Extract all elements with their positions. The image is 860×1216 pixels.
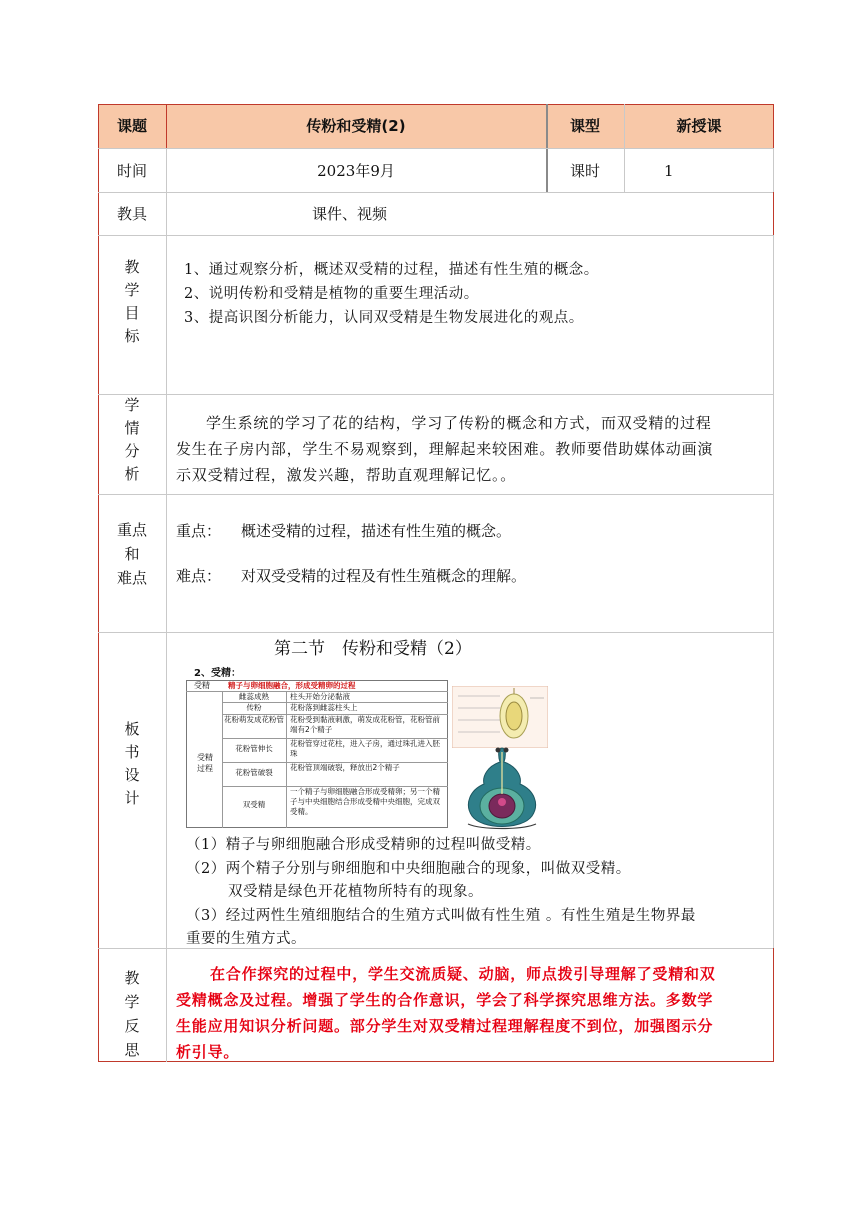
- tools-value: 课件、视频: [312, 205, 388, 223]
- analysis-line: 示双受精过程，激发兴趣，帮助直观理解记忆。。: [176, 466, 517, 484]
- objectives-label: [98, 256, 166, 348]
- figure-desc: 花粉管顶端破裂，释放出2个精子: [290, 763, 400, 772]
- board-figure: [186, 664, 550, 830]
- table-border-right: [773, 104, 774, 148]
- figure-group-label: [190, 752, 220, 774]
- figure-stage: 双受精: [242, 800, 266, 809]
- key-point-label: 重点：: [176, 522, 222, 540]
- row-separator: [98, 235, 774, 236]
- board-note: （3）经过两性生殖细胞结合的生殖方式叫做有性生殖 。有性生殖是生物界最: [186, 907, 696, 924]
- figure-stage: 花粉管破裂: [235, 768, 273, 777]
- header-divider: [624, 104, 625, 148]
- board-label-char: 板: [124, 720, 140, 738]
- keypoints-label-line: 和: [124, 545, 140, 563]
- time-row-divider: [624, 148, 625, 192]
- table-border-bottom: [98, 1061, 774, 1062]
- row-separator: [98, 192, 774, 193]
- keypoints-label: [98, 518, 166, 590]
- reflection-line: 在合作探究的过程中，学生交流质疑、动脑，师点拨引导理解了受精和双: [210, 965, 716, 983]
- objectives-label-char: 标: [124, 327, 140, 345]
- reflection-text: [176, 961, 772, 1065]
- analysis-label: [98, 394, 166, 486]
- objectives-label-char: 教: [124, 258, 140, 276]
- reflection-row-right-border: [773, 948, 774, 1062]
- figure-heading: 2、受精：: [194, 668, 241, 679]
- reflection-line: 生能应用知识分析问题。部分学生对双受精过程理解程度不到位，加强图示分: [176, 1017, 714, 1035]
- figure-stage: 传粉: [246, 703, 262, 712]
- board-notes: [186, 834, 772, 952]
- analysis-label-char: 析: [124, 465, 140, 483]
- row-separator: [98, 394, 774, 395]
- label-column-divider: [166, 148, 167, 1062]
- double-fertilization-image: [462, 746, 542, 832]
- row-separator: [98, 148, 774, 149]
- reflection-line: 析引导。: [176, 1043, 240, 1061]
- hard-point-value: 对双受受精的过程及有性生殖概念的理解。: [241, 567, 527, 585]
- board-note: （1）精子与卵细胞融合形成受精卵的过程叫做受精。: [186, 837, 541, 853]
- flower-structure-image: [452, 686, 548, 748]
- type-value: 新授课: [676, 117, 722, 135]
- header-divider: [166, 104, 167, 148]
- hard-point: [176, 565, 766, 587]
- topic-value: 传粉和受精(2): [306, 117, 406, 135]
- analysis-line: 学生系统的学习了花的结构，学习了传粉的概念和方式，而双受精的过程: [206, 414, 712, 432]
- board-label-char: 设: [124, 766, 140, 784]
- figure-top-left: 受精: [194, 681, 210, 690]
- tools-row-right-border: [773, 192, 774, 235]
- reflection-label: [98, 966, 166, 1062]
- topic-label: 课题: [116, 117, 147, 135]
- hours-value: 1: [664, 162, 674, 180]
- board-title: 第二节 传粉和受精（2）: [274, 639, 472, 659]
- reflection-label-char: 思: [124, 1041, 140, 1059]
- reflection-label-char: 学: [124, 993, 140, 1011]
- row-separator: [98, 632, 774, 633]
- row-separator: [98, 948, 774, 949]
- board-note: （2）两个精子分别与卵细胞和中央细胞融合的现象，叫做双受精。: [186, 860, 631, 877]
- figure-row: [222, 738, 448, 763]
- figure-row: [222, 714, 448, 739]
- board-label: [98, 718, 166, 810]
- objectives-label-char: 目: [124, 304, 140, 322]
- analysis-line: 发生在子房内部，学生不易观察到，理解起来较困难。教师要借助媒体动画演: [176, 440, 714, 458]
- keypoints-label-line: 重点: [116, 521, 147, 539]
- figure-desc: 花粉落到雌蕊柱头上: [290, 703, 358, 712]
- hours-label: 课时: [569, 162, 600, 180]
- hard-point-label: 难点：: [176, 567, 222, 585]
- board-label-char: 计: [124, 789, 140, 807]
- tools-label: 教具: [116, 205, 147, 223]
- objective-item: 1、通过观察分析，概述双受精的过程，描述有性生殖的概念。: [184, 262, 599, 278]
- board-note: 重要的生殖方式。: [186, 931, 306, 947]
- figure-desc: 一个精子与卵细胞融合形成受精卵；另一个精子与中央细胞结合形成受精中央细胞，完成双受精。: [290, 787, 440, 816]
- analysis-text: [176, 410, 772, 488]
- objective-item: 2、说明传粉和受精是植物的重要生理活动。: [184, 286, 479, 302]
- figure-desc: 花粉受到黏液刺激，萌发成花粉管，花粉管前端有2个精子: [290, 715, 440, 734]
- figure-desc: 花粉管穿过花柱，进入子房，通过珠孔进入胚珠: [290, 739, 440, 758]
- objectives-label-char: 学: [124, 281, 140, 299]
- table-border-left: [98, 104, 99, 1062]
- reflection-label-char: 反: [124, 1017, 140, 1035]
- board-note: 双受精是绿色开花植物所特有的现象。: [228, 884, 483, 900]
- figure-row: [222, 762, 448, 787]
- figure-stage: 雌蕊成熟: [239, 692, 269, 701]
- key-point-value: 概述受精的过程，描述有性生殖的概念。: [241, 522, 512, 540]
- keypoints-label-line: 难点: [116, 569, 147, 587]
- figure-group-label-line: 受精: [197, 753, 213, 762]
- figure-desc: 柱头开始分泌黏液: [290, 692, 350, 701]
- time-label: 时间: [116, 162, 147, 180]
- reflection-line: 受精概念及过程。增强了学生的合作意识，学会了科学探究思维方法。多数学: [176, 991, 714, 1009]
- table-border-top: [98, 104, 774, 105]
- analysis-label-char: 分: [124, 442, 140, 460]
- reflection-label-char: 教: [124, 969, 140, 987]
- time-value: 2023年9月: [317, 162, 395, 180]
- type-label: 课型: [569, 117, 600, 135]
- analysis-label-char: 情: [124, 419, 140, 437]
- objectives-list: [184, 258, 764, 330]
- key-point: [176, 520, 766, 542]
- figure-group-label-line: 过程: [197, 764, 213, 773]
- table-right-border: [773, 148, 774, 1062]
- figure-row: [222, 786, 448, 828]
- objective-item: 3、提高识图分析能力，认同双受精是生物发展进化的观点。: [184, 310, 584, 326]
- board-label-char: 书: [124, 743, 140, 761]
- figure-top-right: 精子与卵细胞融合，形成受精卵的过程: [228, 681, 356, 690]
- analysis-label-char: 学: [124, 396, 140, 414]
- row-separator: [98, 494, 774, 495]
- figure-stage: 花粉萌发成花粉管: [224, 715, 284, 724]
- figure-stage: 花粉管伸长: [235, 744, 273, 753]
